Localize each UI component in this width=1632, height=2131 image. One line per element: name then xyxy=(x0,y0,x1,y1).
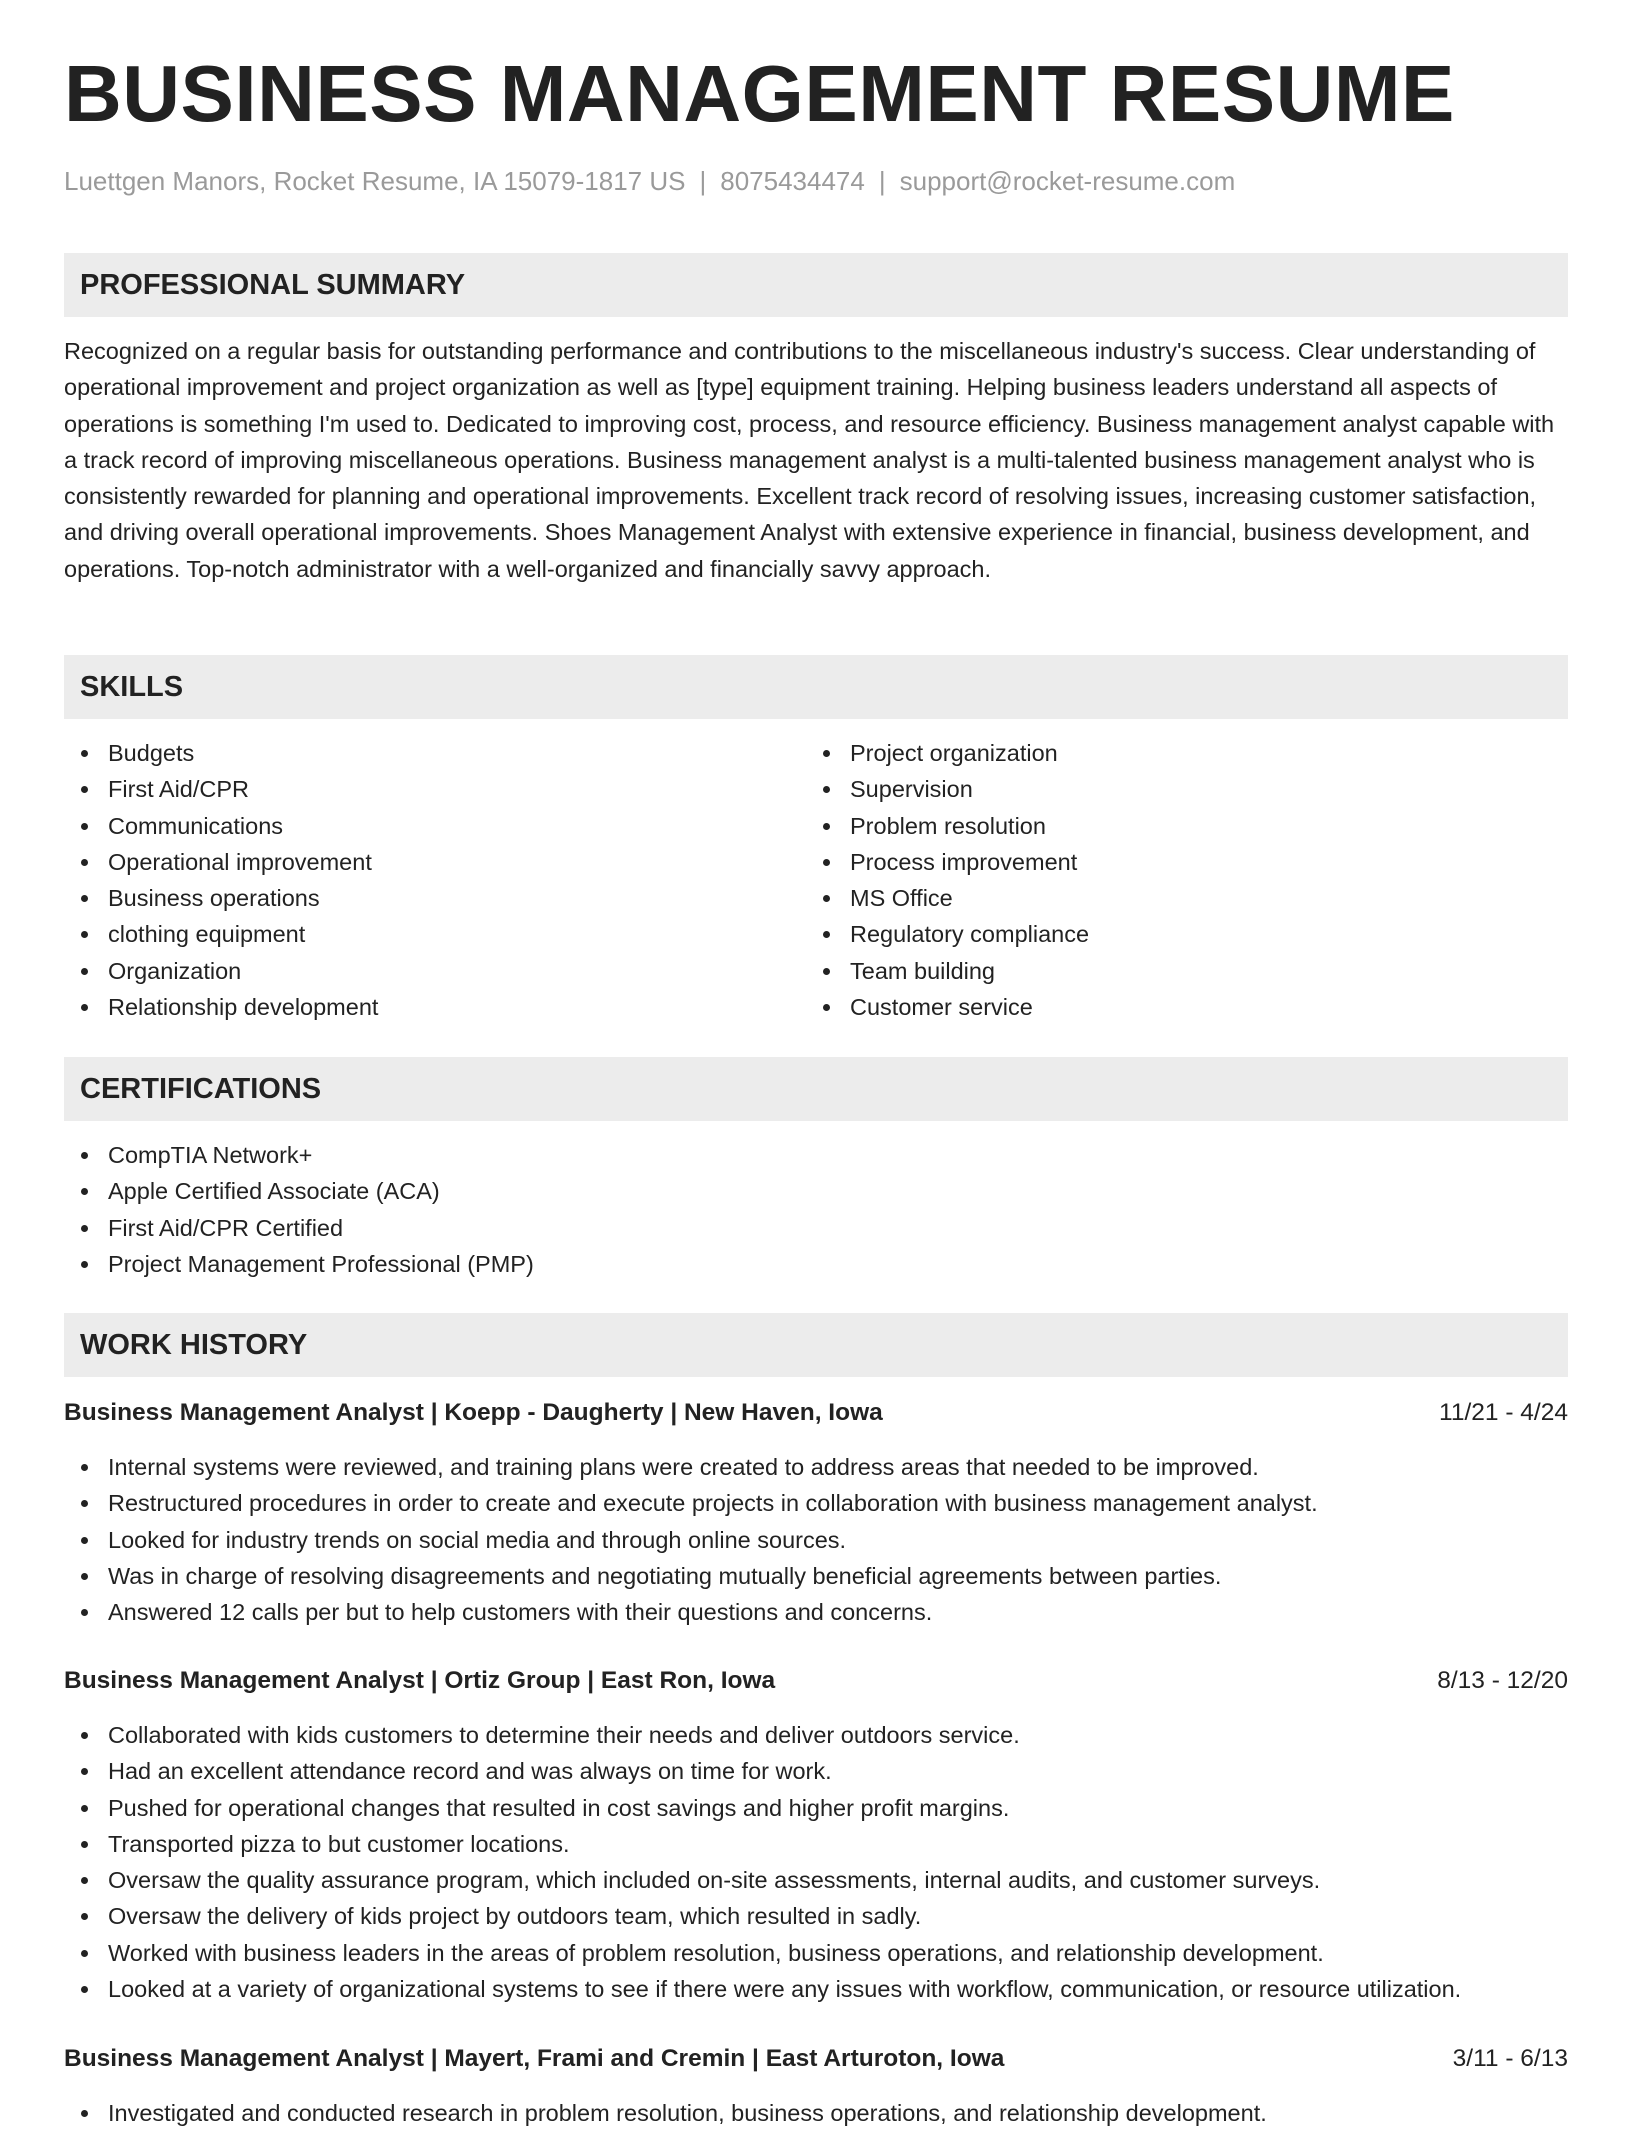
resume-title: BUSINESS MANAGEMENT RESUME xyxy=(64,49,1455,138)
list-item: Budgets xyxy=(64,735,378,771)
list-item: Business operations xyxy=(64,880,378,916)
contact-address: Luettgen Manors, Rocket Resume, IA 15079-1817 US xyxy=(64,166,686,196)
list-item: Restructured procedures in order to create and execute projects in collaboration with business management analyst. xyxy=(64,1485,1318,1521)
list-item: Pushed for operational changes that resulted in cost savings and higher profit margins. xyxy=(64,1790,1461,1826)
list-item: Customer service xyxy=(806,989,1089,1025)
certifications-list xyxy=(64,1137,534,1282)
job-header xyxy=(64,2041,1568,2077)
job-dates: 11/21 - 4/24 xyxy=(1439,1399,1568,1426)
list-item: Internal systems were reviewed, and training plans were created to address areas that needed to be improved. xyxy=(64,1449,1318,1485)
contact-phone: 8075434474 xyxy=(720,166,865,196)
list-item: Project organization xyxy=(806,735,1089,771)
list-item: clothing equipment xyxy=(64,916,378,952)
job-title: Business Management Analyst | Koepp - Daugherty | New Haven, Iowa xyxy=(64,1399,883,1426)
job-title: Business Management Analyst | Mayert, Frami and Cremin | East Arturoton, Iowa xyxy=(64,2045,1005,2072)
contact-email: support@rocket-resume.com xyxy=(899,166,1236,196)
list-item: Oversaw the quality assurance program, which included on-site assessments, internal audits, and customer surveys. xyxy=(64,1862,1461,1898)
job-bullets xyxy=(64,2095,1267,2131)
job-header xyxy=(64,1395,1568,1431)
list-item: Transported pizza to but customer locations. xyxy=(64,1826,1461,1862)
job-dates: 8/13 - 12/20 xyxy=(1437,1667,1568,1694)
skills-list-left xyxy=(64,735,378,1025)
list-item: MS Office xyxy=(806,880,1089,916)
list-item: First Aid/CPR Certified xyxy=(64,1210,534,1246)
list-item: Operational improvement xyxy=(64,844,378,880)
list-item: CompTIA Network+ xyxy=(64,1137,534,1173)
section-header-skills: SKILLS xyxy=(64,655,1568,719)
section-header-summary: PROFESSIONAL SUMMARY xyxy=(64,253,1568,317)
list-item: First Aid/CPR xyxy=(64,771,378,807)
job-dates: 3/11 - 6/13 xyxy=(1452,2045,1568,2072)
list-item: Process improvement xyxy=(806,844,1089,880)
job-title: Business Management Analyst | Ortiz Group | East Ron, Iowa xyxy=(64,1667,776,1694)
job-bullets xyxy=(64,1717,1461,2007)
list-item: Answered 12 calls per but to help customers with their questions and concerns. xyxy=(64,1594,1318,1630)
list-item: Investigated and conducted research in problem resolution, business operations, and relationship development. xyxy=(64,2095,1267,2131)
list-item: Organization xyxy=(64,953,378,989)
summary-text: Recognized on a regular basis for outstanding performance and contributions to the miscellaneous industry's success. Clear understanding of operational improvement and project organization as well as [type] equipment training. Helping business leaders understand all aspects of operations is something I'm used to. Dedicated to improving cost, process, and resource efficiency. Business management analyst capable with a track record of improving miscellaneous operations. Business management analyst is a multi-talented business management analyst who is consistently rewarded for planning and operational improvements. Excellent track record of resolving issues, increasing customer satisfaction, and driving overall operational improvements. Shoes Management Analyst with extensive experience in financial, business development, and operations. Top-notch administrator with a well-organized and financially savvy approach. xyxy=(64,338,1555,582)
list-item: Worked with business leaders in the areas of problem resolution, business operations, and relationship development. xyxy=(64,1935,1461,1971)
list-item: Team building xyxy=(806,953,1089,989)
section-header-certifications: CERTIFICATIONS xyxy=(64,1057,1568,1121)
list-item: Apple Certified Associate (ACA) xyxy=(64,1173,534,1209)
list-item: Supervision xyxy=(806,771,1089,807)
list-item: Looked at a variety of organizational systems to see if there were any issues with workflow, communication, or resource utilization. xyxy=(64,1971,1461,2007)
contact-line xyxy=(64,166,1235,197)
section-header-work-history: WORK HISTORY xyxy=(64,1313,1568,1377)
list-item: Project Management Professional (PMP) xyxy=(64,1246,534,1282)
list-item: Oversaw the delivery of kids project by outdoors team, which resulted in sadly. xyxy=(64,1898,1461,1934)
list-item: Had an excellent attendance record and was always on time for work. xyxy=(64,1753,1461,1789)
list-item: Looked for industry trends on social media and through online sources. xyxy=(64,1522,1318,1558)
job-header xyxy=(64,1663,1568,1699)
contact-separator: | xyxy=(699,166,707,196)
list-item: Collaborated with kids customers to determine their needs and deliver outdoors service. xyxy=(64,1717,1461,1753)
skills-list-right xyxy=(806,735,1089,1025)
list-item: Was in charge of resolving disagreements and negotiating mutually beneficial agreements between parties. xyxy=(64,1558,1318,1594)
contact-separator: | xyxy=(878,166,886,196)
list-item: Problem resolution xyxy=(806,808,1089,844)
list-item: Relationship development xyxy=(64,989,378,1025)
job-bullets xyxy=(64,1449,1318,1630)
list-item: Regulatory compliance xyxy=(806,916,1089,952)
list-item: Communications xyxy=(64,808,378,844)
